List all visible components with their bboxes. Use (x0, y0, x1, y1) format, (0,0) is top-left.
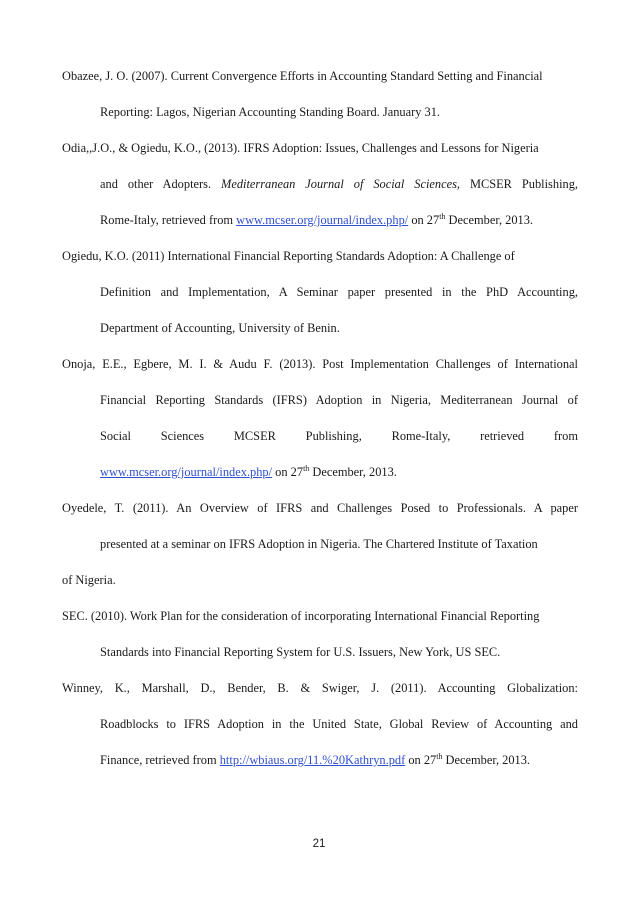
reference-line (62, 418, 578, 454)
reference-entry (62, 598, 578, 670)
ordinal-suffix: th (436, 752, 443, 761)
reference-line (62, 310, 578, 346)
reference-entry (62, 670, 578, 778)
reference-line (62, 94, 578, 130)
reference-text: Reporting: Lagos, Nigerian Accounting Standing Board. January 31. (100, 105, 440, 119)
reference-text: on 27 (405, 753, 437, 767)
reference-list (62, 58, 578, 778)
reference-line (62, 130, 578, 166)
reference-line (62, 742, 578, 778)
reference-text: Financial Reporting Standards (IFRS) Adoption in Nigeria, Mediterranean Journal of (100, 393, 578, 407)
reference-text: on 27 (272, 465, 304, 479)
reference-entry (62, 490, 578, 598)
reference-link[interactable]: http://wbiaus.org/11.%20Kathryn.pdf (219, 753, 406, 767)
reference-line (62, 706, 578, 742)
reference-text: of Nigeria. (62, 573, 116, 587)
reference-text: Oyedele, T. (2011). An Overview of IFRS and Challenges Posed to Professionals. A paper (62, 501, 578, 515)
reference-text: Onoja, E.E., Egbere, M. I. & Audu F. (2013). Post Implementation Challenges of International (62, 357, 578, 371)
reference-entry (62, 238, 578, 346)
reference-text: Winney, K., Marshall, D., Bender, B. & Swiger, J. (2011). Accounting Globalization: (62, 681, 578, 695)
reference-text: Definition and Implementation, A Seminar paper presented in the PhD Accounting, (100, 285, 578, 299)
reference-entry (62, 346, 578, 490)
reference-text: December, 2013. (309, 465, 397, 479)
ordinal-suffix: th (439, 212, 446, 221)
reference-text: , MCSER Publishing, (456, 177, 578, 191)
reference-line (62, 238, 578, 274)
reference-line (62, 346, 578, 382)
page-number: 21 (312, 838, 326, 850)
reference-line (62, 670, 578, 706)
reference-text: presented at a seminar on IFRS Adoption in Nigeria. The Chartered Institute of Taxation (100, 537, 538, 551)
reference-text: Odia,,J.O., & Ogiedu, K.O., (2013). IFRS Adoption: Issues, Challenges and Lessons for Nigeria (62, 141, 539, 155)
reference-text: Obazee, J. O. (2007). Current Convergence Efforts in Accounting Standard Setting and Financial (62, 69, 543, 83)
reference-text: December, 2013. (445, 213, 534, 227)
reference-text: SEC. (2010). Work Plan for the consideration of incorporating International Financial Reporting (62, 609, 540, 623)
reference-line (62, 58, 578, 94)
journal-title: Mediterranean Journal of Social Sciences (221, 177, 457, 191)
reference-line (62, 166, 578, 202)
reference-line (62, 562, 578, 598)
reference-link[interactable]: www.mcser.org/journal/index.php/ (100, 465, 273, 479)
reference-line (62, 526, 578, 562)
reference-text: Rome-Italy, retrieved from (100, 213, 237, 227)
reference-text: Social Sciences MCSER Publishing, Rome-Italy, retrieved from (100, 429, 578, 443)
reference-text: and other Adopters. (100, 177, 222, 191)
reference-text: Department of Accounting, University of Benin. (100, 321, 340, 335)
reference-entry (62, 58, 578, 130)
reference-line (62, 202, 578, 238)
reference-text: on 27 (408, 213, 440, 227)
reference-text: Roadblocks to IFRS Adoption in the United State, Global Review of Accounting and (100, 717, 578, 731)
ordinal-suffix: th (303, 464, 310, 473)
reference-line (62, 382, 578, 418)
reference-line (62, 274, 578, 310)
reference-text: Finance, retrieved from (100, 753, 220, 767)
reference-text: Standards into Financial Reporting System for U.S. Issuers, New York, US SEC. (100, 645, 501, 659)
reference-line (62, 598, 578, 634)
reference-line (62, 454, 578, 490)
reference-line (62, 490, 578, 526)
reference-entry (62, 130, 578, 238)
reference-link[interactable]: www.mcser.org/journal/index.php/ (236, 213, 409, 227)
reference-text: December, 2013. (442, 753, 531, 767)
reference-text: Ogiedu, K.O. (2011) International Financial Reporting Standards Adoption: A Challenge of (62, 249, 515, 263)
reference-line (62, 634, 578, 670)
